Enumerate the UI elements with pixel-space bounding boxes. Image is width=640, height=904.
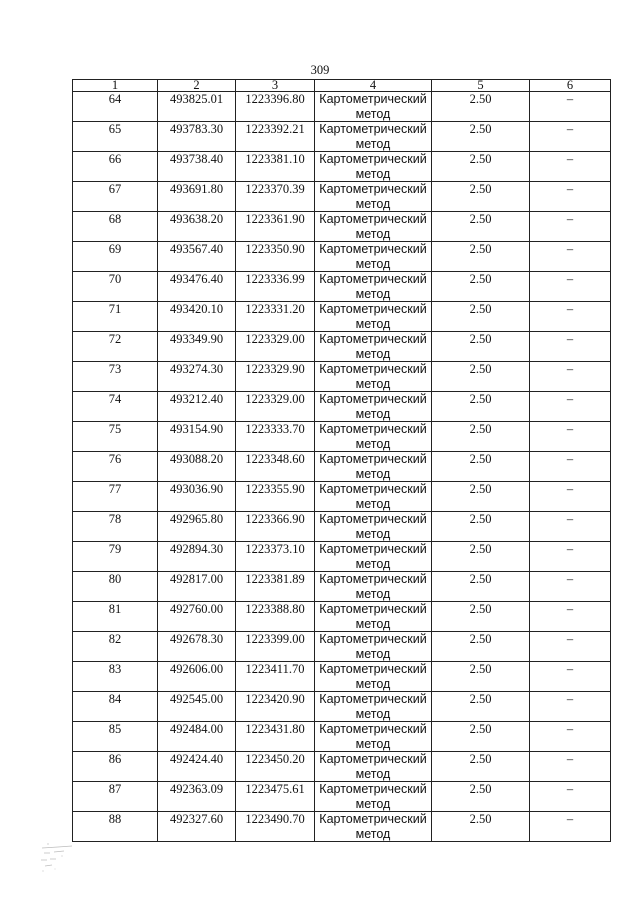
note-value: – (530, 512, 611, 542)
table-row (73, 212, 611, 242)
determination-method (315, 212, 432, 242)
method-line-2: метод (355, 226, 391, 241)
accuracy-value: 2.50 (432, 212, 530, 242)
note-value: – (530, 482, 611, 512)
method-line-1: Картометрический (319, 662, 427, 676)
determination-method (315, 662, 432, 692)
determination-method (315, 422, 432, 452)
method-line-2: метод (355, 646, 391, 661)
method-line-2: метод (355, 496, 391, 511)
column-header-5: 5 (432, 80, 530, 92)
point-number: 75 (73, 422, 158, 452)
table-row (73, 482, 611, 512)
coordinate-x: 493036.90 (158, 482, 236, 512)
coordinate-y: 1223350.90 (236, 242, 315, 272)
method-line-1: Картометрический (319, 512, 427, 526)
accuracy-value: 2.50 (432, 272, 530, 302)
table-row (73, 542, 611, 572)
table-row (73, 632, 611, 662)
method-line-2: метод (355, 346, 391, 361)
note-value: – (530, 602, 611, 632)
note-value: – (530, 242, 611, 272)
point-number: 74 (73, 392, 158, 422)
column-header-6: 6 (530, 80, 611, 92)
note-value: – (530, 782, 611, 812)
coordinate-y: 1223361.90 (236, 212, 315, 242)
determination-method (315, 512, 432, 542)
point-number: 69 (73, 242, 158, 272)
method-line-1: Картометрический (319, 152, 427, 166)
method-line-1: Картометрический (319, 692, 427, 706)
determination-method (315, 332, 432, 362)
accuracy-value: 2.50 (432, 692, 530, 722)
table-row (73, 692, 611, 722)
point-number: 84 (73, 692, 158, 722)
accuracy-value: 2.50 (432, 242, 530, 272)
point-number: 67 (73, 182, 158, 212)
determination-method (315, 632, 432, 662)
method-line-1: Картометрический (319, 182, 427, 196)
coordinate-y: 1223336.99 (236, 272, 315, 302)
method-line-1: Картометрический (319, 92, 427, 106)
accuracy-value: 2.50 (432, 542, 530, 572)
method-line-2: метод (355, 766, 391, 781)
coordinate-x: 493212.40 (158, 392, 236, 422)
accuracy-value: 2.50 (432, 662, 530, 692)
determination-method (315, 722, 432, 752)
method-line-1: Картометрический (319, 752, 427, 766)
accuracy-value: 2.50 (432, 752, 530, 782)
method-line-1: Картометрический (319, 572, 427, 586)
accuracy-value: 2.50 (432, 152, 530, 182)
point-number: 65 (73, 122, 158, 152)
coordinate-x: 493274.30 (158, 362, 236, 392)
method-line-2: метод (355, 196, 391, 211)
coordinate-x: 493691.80 (158, 182, 236, 212)
note-value: – (530, 632, 611, 662)
method-line-2: метод (355, 526, 391, 541)
determination-method (315, 812, 432, 842)
note-value: – (530, 422, 611, 452)
coordinate-y: 1223329.00 (236, 332, 315, 362)
determination-method (315, 92, 432, 122)
header-row (73, 80, 611, 92)
note-value: – (530, 572, 611, 602)
point-number: 76 (73, 452, 158, 482)
method-line-2: метод (355, 736, 391, 751)
coordinate-y: 1223331.20 (236, 302, 315, 332)
determination-method (315, 482, 432, 512)
coordinate-x: 492484.00 (158, 722, 236, 752)
table-row (73, 332, 611, 362)
coordinate-x: 493638.20 (158, 212, 236, 242)
coordinate-y: 1223399.00 (236, 632, 315, 662)
coordinate-x: 493420.10 (158, 302, 236, 332)
method-line-2: метод (355, 286, 391, 301)
page-number: 309 (310, 63, 330, 77)
method-line-2: метод (355, 706, 391, 721)
method-line-2: метод (355, 256, 391, 271)
coordinate-y: 1223431.80 (236, 722, 315, 752)
method-line-1: Картометрический (319, 362, 427, 376)
accuracy-value: 2.50 (432, 632, 530, 662)
method-line-2: метод (355, 106, 391, 121)
coordinate-x: 492678.30 (158, 632, 236, 662)
coordinate-x: 493154.90 (158, 422, 236, 452)
coordinate-y: 1223329.90 (236, 362, 315, 392)
scan-smudge-mark (38, 838, 88, 878)
table-row (73, 152, 611, 182)
method-line-2: метод (355, 316, 391, 331)
method-line-2: метод (355, 796, 391, 811)
method-line-1: Картометрический (319, 332, 427, 346)
accuracy-value: 2.50 (432, 782, 530, 812)
accuracy-value: 2.50 (432, 182, 530, 212)
coordinate-x: 493783.30 (158, 122, 236, 152)
column-header-3: 3 (236, 80, 315, 92)
coordinate-y: 1223420.90 (236, 692, 315, 722)
coordinate-y: 1223388.80 (236, 602, 315, 632)
note-value: – (530, 332, 611, 362)
point-number: 82 (73, 632, 158, 662)
method-line-1: Картометрический (319, 392, 427, 406)
coordinate-y: 1223381.89 (236, 572, 315, 602)
determination-method (315, 392, 432, 422)
accuracy-value: 2.50 (432, 572, 530, 602)
coordinate-y: 1223355.90 (236, 482, 315, 512)
accuracy-value: 2.50 (432, 812, 530, 842)
accuracy-value: 2.50 (432, 602, 530, 632)
coordinate-x: 492545.00 (158, 692, 236, 722)
method-line-1: Картометрический (319, 212, 427, 226)
accuracy-value: 2.50 (432, 302, 530, 332)
method-line-2: метод (355, 406, 391, 421)
note-value: – (530, 452, 611, 482)
determination-method (315, 602, 432, 632)
table-body (73, 92, 611, 842)
table-row (73, 392, 611, 422)
method-line-2: метод (355, 376, 391, 391)
point-number: 79 (73, 542, 158, 572)
table-row (73, 182, 611, 212)
point-number: 68 (73, 212, 158, 242)
method-line-1: Картометрический (319, 812, 427, 826)
method-line-1: Картометрический (319, 542, 427, 556)
table-row (73, 272, 611, 302)
method-line-1: Картометрический (319, 632, 427, 646)
determination-method (315, 782, 432, 812)
determination-method (315, 272, 432, 302)
method-line-1: Картометрический (319, 242, 427, 256)
coordinate-x: 493349.90 (158, 332, 236, 362)
coordinate-y: 1223348.60 (236, 452, 315, 482)
table-row (73, 92, 611, 122)
accuracy-value: 2.50 (432, 512, 530, 542)
point-number: 66 (73, 152, 158, 182)
table-row (73, 812, 611, 842)
method-line-2: метод (355, 826, 391, 841)
note-value: – (530, 212, 611, 242)
method-line-2: метод (355, 556, 391, 571)
coordinate-y: 1223490.70 (236, 812, 315, 842)
point-number: 78 (73, 512, 158, 542)
coordinate-x: 492760.00 (158, 602, 236, 632)
coordinate-x: 493738.40 (158, 152, 236, 182)
method-line-1: Картометрический (319, 422, 427, 436)
coordinate-y: 1223392.21 (236, 122, 315, 152)
coordinates-table (72, 79, 611, 842)
determination-method (315, 362, 432, 392)
note-value: – (530, 362, 611, 392)
coordinate-x: 493088.20 (158, 452, 236, 482)
method-line-1: Картометрический (319, 272, 427, 286)
accuracy-value: 2.50 (432, 332, 530, 362)
determination-method (315, 452, 432, 482)
coordinate-y: 1223370.39 (236, 182, 315, 212)
point-number: 86 (73, 752, 158, 782)
point-number: 88 (73, 812, 158, 842)
table-row (73, 422, 611, 452)
note-value: – (530, 722, 611, 752)
point-number: 73 (73, 362, 158, 392)
table-header (73, 80, 611, 92)
accuracy-value: 2.50 (432, 92, 530, 122)
point-number: 85 (73, 722, 158, 752)
accuracy-value: 2.50 (432, 122, 530, 152)
determination-method (315, 752, 432, 782)
accuracy-value: 2.50 (432, 722, 530, 752)
method-line-1: Картометрический (319, 452, 427, 466)
column-header-2: 2 (158, 80, 236, 92)
method-line-2: метод (355, 616, 391, 631)
column-header-1: 1 (73, 80, 158, 92)
coordinate-x: 493825.01 (158, 92, 236, 122)
coordinate-y: 1223373.10 (236, 542, 315, 572)
point-number: 80 (73, 572, 158, 602)
method-line-2: метод (355, 166, 391, 181)
coordinate-x: 492327.60 (158, 812, 236, 842)
determination-method (315, 182, 432, 212)
method-line-2: метод (355, 676, 391, 691)
point-number: 81 (73, 602, 158, 632)
point-number: 72 (73, 332, 158, 362)
determination-method (315, 302, 432, 332)
coordinate-x: 493476.40 (158, 272, 236, 302)
coordinate-y: 1223475.61 (236, 782, 315, 812)
coordinate-y: 1223450.20 (236, 752, 315, 782)
coordinate-x: 492424.40 (158, 752, 236, 782)
method-line-2: метод (355, 466, 391, 481)
note-value: – (530, 122, 611, 152)
method-line-2: метод (355, 436, 391, 451)
coordinate-y: 1223329.00 (236, 392, 315, 422)
method-line-2: метод (355, 586, 391, 601)
method-line-1: Картометрический (319, 782, 427, 796)
coordinate-y: 1223411.70 (236, 662, 315, 692)
coordinate-x: 492817.00 (158, 572, 236, 602)
point-number: 77 (73, 482, 158, 512)
point-number: 70 (73, 272, 158, 302)
note-value: – (530, 662, 611, 692)
table-row (73, 722, 611, 752)
note-value: – (530, 152, 611, 182)
coordinate-x: 492606.00 (158, 662, 236, 692)
table-row (73, 302, 611, 332)
coordinate-x: 493567.40 (158, 242, 236, 272)
method-line-1: Картометрический (319, 302, 427, 316)
determination-method (315, 152, 432, 182)
point-number: 87 (73, 782, 158, 812)
note-value: – (530, 302, 611, 332)
table-row (73, 782, 611, 812)
note-value: – (530, 812, 611, 842)
method-line-1: Картометрический (319, 602, 427, 616)
note-value: – (530, 692, 611, 722)
table-row (73, 452, 611, 482)
determination-method (315, 692, 432, 722)
determination-method (315, 572, 432, 602)
point-number: 71 (73, 302, 158, 332)
table-row (73, 662, 611, 692)
coordinate-x: 492363.09 (158, 782, 236, 812)
determination-method (315, 542, 432, 572)
coordinate-x: 492894.30 (158, 542, 236, 572)
table-row (73, 572, 611, 602)
accuracy-value: 2.50 (432, 482, 530, 512)
note-value: – (530, 542, 611, 572)
table-row (73, 752, 611, 782)
note-value: – (530, 272, 611, 302)
table-row (73, 362, 611, 392)
note-value: – (530, 92, 611, 122)
note-value: – (530, 752, 611, 782)
method-line-1: Картометрический (319, 122, 427, 136)
table-row (73, 242, 611, 272)
point-number: 83 (73, 662, 158, 692)
table-row (73, 602, 611, 632)
accuracy-value: 2.50 (432, 392, 530, 422)
method-line-2: метод (355, 136, 391, 151)
method-line-1: Картометрический (319, 482, 427, 496)
note-value: – (530, 392, 611, 422)
coordinate-y: 1223381.10 (236, 152, 315, 182)
note-value: – (530, 182, 611, 212)
coordinate-y: 1223396.80 (236, 92, 315, 122)
accuracy-value: 2.50 (432, 422, 530, 452)
column-header-4: 4 (315, 80, 432, 92)
point-number: 64 (73, 92, 158, 122)
coordinate-x: 492965.80 (158, 512, 236, 542)
table-row (73, 122, 611, 152)
accuracy-value: 2.50 (432, 362, 530, 392)
table-row (73, 512, 611, 542)
coordinate-y: 1223333.70 (236, 422, 315, 452)
coordinate-y: 1223366.90 (236, 512, 315, 542)
accuracy-value: 2.50 (432, 452, 530, 482)
determination-method (315, 242, 432, 272)
method-line-1: Картометрический (319, 722, 427, 736)
determination-method (315, 122, 432, 152)
